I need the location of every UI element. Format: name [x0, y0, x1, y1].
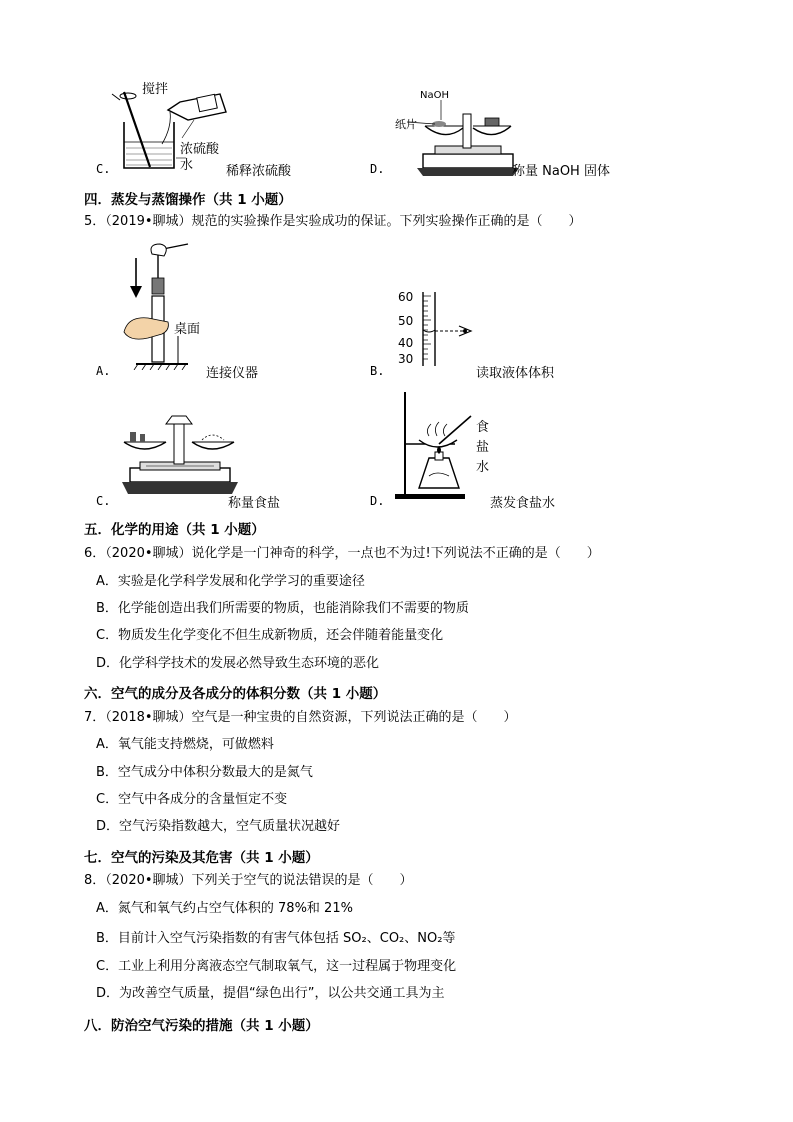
- q5-optB-letter: B.: [370, 364, 385, 378]
- q8-option-c: C．工业上利用分离液态空气制取氧气，这一过程属于物理变化: [96, 959, 457, 974]
- q4-optD-paper-label: 纸片: [395, 118, 417, 131]
- q5-optB-tick-60: 60: [398, 290, 414, 304]
- q8-option-d: D．为改善空气质量，提倡“绿色出行”，以公共交通工具为主: [96, 986, 445, 1001]
- section-heading-6: 六．空气的成分及各成分的体积分数（共 1 小题）: [84, 686, 387, 702]
- q5-optB-caption: 读取液体体积: [476, 366, 555, 381]
- q4-optC-caption: 稀释浓硫酸: [226, 164, 292, 179]
- q4-optC-acid-label: 浓硫酸: [180, 142, 220, 157]
- q4-optC-water-label: 水: [180, 158, 194, 173]
- q7-option-a: A．氧气能支持燃烧，可做燃料: [96, 737, 274, 752]
- q6-option-c: C．物质发生化学变化不但生成新物质，还会伴随着能量变化: [96, 628, 444, 643]
- q5-optC-figure: [116, 412, 241, 504]
- q5-optA-letter: A.: [96, 364, 111, 378]
- q5-optB-tick-30: 30: [398, 352, 414, 366]
- q4-optD-figure: [395, 92, 520, 178]
- q5-optD-label-2: 盐: [476, 440, 490, 455]
- q5-optD-letter: D.: [370, 494, 385, 508]
- section-heading-5: 五．化学的用途（共 1 小题）: [84, 522, 265, 538]
- q8-option-a: A．氮气和氧气约占空气体积的 78%和 21%: [96, 901, 353, 916]
- q7-option-b: B．空气成分中体积分数最大的是氮气: [96, 765, 313, 780]
- q5-optA-caption: 连接仪器: [206, 366, 259, 381]
- q5-optD-label-1: 食: [476, 420, 490, 435]
- section-heading-8: 八．防治空气污染的措施（共 1 小题）: [84, 1018, 319, 1034]
- q7-stem: 7．（2018•聊城）空气是一种宝贵的自然资源，下列说法正确的是（ ）: [84, 710, 517, 725]
- q5-optA-figure: [118, 240, 201, 370]
- q6-option-d: D．化学科学技术的发展必然导致生态环境的恶化: [96, 656, 380, 671]
- q7-option-c: C．空气中各成分的含量恒定不变: [96, 792, 288, 807]
- q7-option-d: D．空气污染指数越大，空气质量状况越好: [96, 819, 341, 834]
- q5-stem: 5．（2019•聊城）规范的实验操作是实验成功的保证。下列实验操作正确的是（ ）: [84, 214, 582, 229]
- q6-option-a: A．实验是化学科学发展和化学学习的重要途径: [96, 574, 365, 589]
- q5-optC-letter: C.: [96, 494, 111, 508]
- q4-optC-figure: [110, 72, 230, 172]
- q8-option-b: B．目前计入空气污染指数的有害气体包括 SO₂、CO₂、NO₂等: [96, 931, 456, 946]
- q4-optD-naoh-label: NaOH: [420, 90, 449, 101]
- q6-stem: 6．（2020•聊城）说化学是一门神奇的科学，一点也不为过!下列说法不正确的是（ ）: [84, 546, 600, 561]
- q5-optB-tick-40: 40: [398, 336, 414, 350]
- q4-optD-letter: D.: [370, 162, 385, 176]
- q5-optB-tick-50: 50: [398, 314, 414, 328]
- section-heading-4: 四．蒸发与蒸馏操作（共 1 小题）: [84, 192, 292, 208]
- q5-optD-label-3: 水: [476, 460, 490, 475]
- section-heading-7: 七．空气的污染及其危害（共 1 小题）: [84, 850, 319, 866]
- q5-optD-caption: 蒸发食盐水: [490, 496, 556, 511]
- q4-optC-stir-label: 搅拌: [142, 82, 169, 97]
- q8-stem: 8．（2020•聊城）下列关于空气的说法错误的是（ ）: [84, 873, 413, 888]
- q6-option-b: B．化学能创造出我们所需要的物质，也能消除我们不需要的物质: [96, 601, 469, 616]
- q5-optC-caption: 称量食盐: [228, 496, 281, 511]
- q4-optD-caption: 称量 NaOH 固体: [512, 164, 610, 179]
- q4-optC-letter: C.: [96, 162, 111, 176]
- q5-optA-desk-label: 桌面: [174, 322, 201, 337]
- q5-optD-figure: [395, 388, 480, 502]
